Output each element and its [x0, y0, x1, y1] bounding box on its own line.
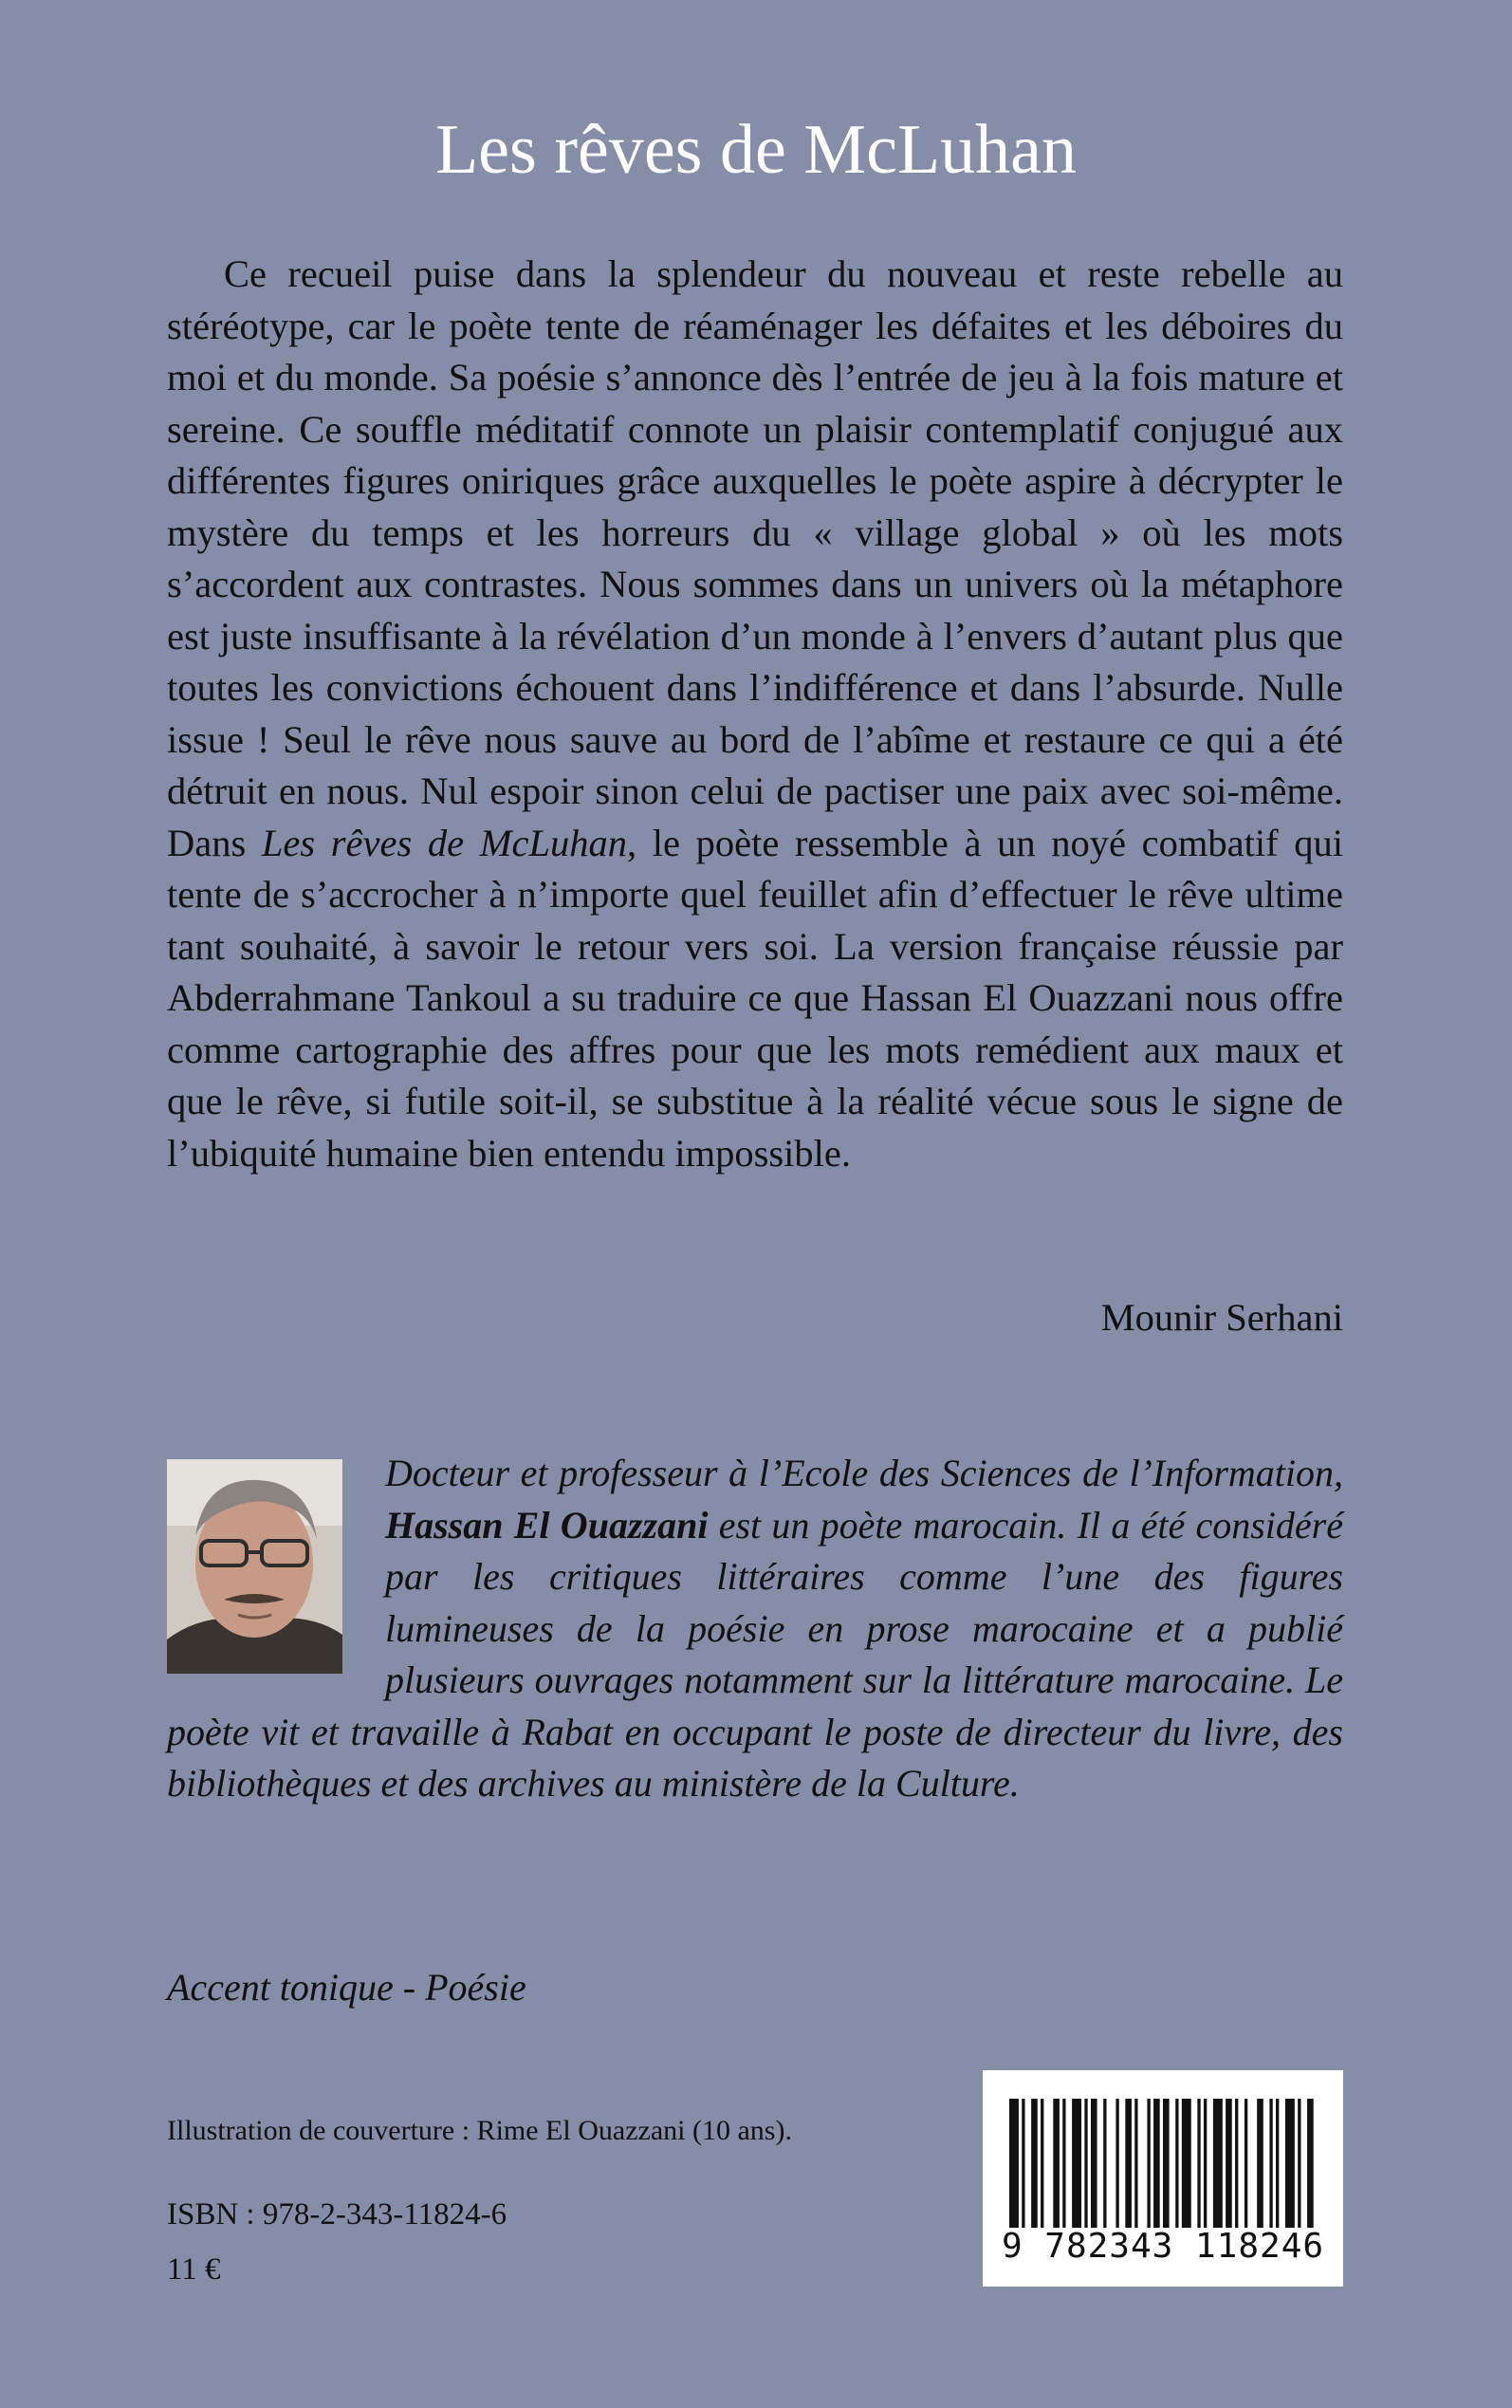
price: 11 € [167, 2252, 221, 2287]
blurb-signature: Mounir Serhani [1100, 1296, 1343, 1339]
illustration-credit: Illustration de couverture : Rime El Ouazzani (10 ans). [167, 2115, 792, 2146]
barcode-bar [1245, 2099, 1247, 2228]
barcode-bar [1062, 2099, 1065, 2228]
barcode-bar [1147, 2099, 1150, 2228]
author-name: Hassan El Ouazzani [385, 1503, 709, 1547]
bio-rest: est un poète marocain. Il a été considéré par les critiques littéraires comme l’une des figures lumineuses de la poésie en prose marocaine et a publié plusieurs ouvrages notamment sur la littérature marocaine. Le poète vit et travaille à Rabat en occupant le poste de directeur du livre, des bibliothèques et des archives au ministère de la Culture. [167, 1503, 1343, 1805]
barcode-bar [1084, 2099, 1087, 2228]
barcode-bar [1022, 2099, 1024, 2228]
barcode-bar [1276, 2099, 1279, 2228]
isbn: ISBN : 978-2-343-11824-6 [167, 2197, 507, 2232]
back-cover-blurb [167, 249, 1343, 1179]
barcode [983, 2070, 1343, 2287]
barcode-bar [1125, 2099, 1132, 2228]
barcode-bar [1213, 2099, 1223, 2228]
collection-name: Accent tonique - Poésie [167, 1966, 526, 2009]
barcode-bar [1307, 2099, 1314, 2228]
barcode-bar [1091, 2099, 1097, 2228]
barcode-bar [1134, 2099, 1137, 2228]
barcode-bars [1009, 2099, 1317, 2228]
barcode-bar [1031, 2099, 1038, 2228]
barcode-bar [1163, 2099, 1170, 2228]
barcode-bar [1009, 2099, 1019, 2228]
barcode-bar [1103, 2099, 1106, 2228]
barcode-bar [1175, 2099, 1178, 2228]
blurb-italic-title: Les rêves de McLuhan [261, 821, 627, 864]
barcode-bar [1053, 2099, 1060, 2228]
barcode-bar [1226, 2099, 1232, 2228]
barcode-bar [1257, 2099, 1263, 2228]
barcode-bar [1182, 2099, 1191, 2228]
barcode-bar [1298, 2099, 1300, 2228]
blurb-text-end: , le poète ressemble à un noyé combatif qui tente de s’accrocher à n’importe quel feuillet afin d’effectuer le rêve ultime tant souhaité, à savoir le retour vers soi. La version française réussie par Abderrahmane Tankoul a su traduire ce que Hassan El Ouazzani nous offre comme cartographie des affres pour que les mots remédient aux maux et que le rêve, si futile soit-il, se substitue à la réalité vécue sous le signe de l’ubiquité humaine bien entendu impossible. [167, 821, 1343, 1175]
barcode-bar [1041, 2099, 1043, 2228]
bio-intro: Docteur et professeur à l’Ecole des Sciences de l’Information, [385, 1452, 1343, 1494]
author-biography [167, 1448, 1343, 1810]
barcode-bar [1197, 2099, 1200, 2228]
barcode-bar [1204, 2099, 1207, 2228]
barcode-bar [1116, 2099, 1118, 2228]
barcode-bar [1269, 2099, 1272, 2228]
barcode-bar [1235, 2099, 1238, 2228]
barcode-digits: 9 782343 118246 [1001, 2227, 1325, 2266]
barcode-bar [1153, 2099, 1160, 2228]
book-title: Les rêves de McLuhan [434, 111, 1077, 189]
blurb-text-start: Ce recueil puise dans la splendeur du nouveau et reste rebelle au stéréotype, car le poète tente de réaménager les défaites et les déboires du moi et du monde. Sa poésie s’annonce dès l’entrée de jeu à la fois mature et sereine. Ce souffle méditatif connote un plaisir contemplatif conjugué aux différentes figures oniriques grâce auxquelles le poète aspire à décrypter le mystère du temps et les horreurs du « village global » où les mots s’accordent aux contrastes. Nous sommes dans un univers où la métaphore est juste insuffisante à la révélation d’un monde à l’envers d’autant plus que toutes les convictions échouent dans l’indifférence et dans l’absurde. Nulle issue ! Seul le rêve nous sauve au bord de l’abîme et restaure ce qui a été détruit en nous. Nul espoir sinon celui de pactiser une paix avec soi-même. Dans [167, 252, 1343, 864]
barcode-bar [1285, 2099, 1295, 2228]
barcode-bar [1072, 2099, 1081, 2228]
